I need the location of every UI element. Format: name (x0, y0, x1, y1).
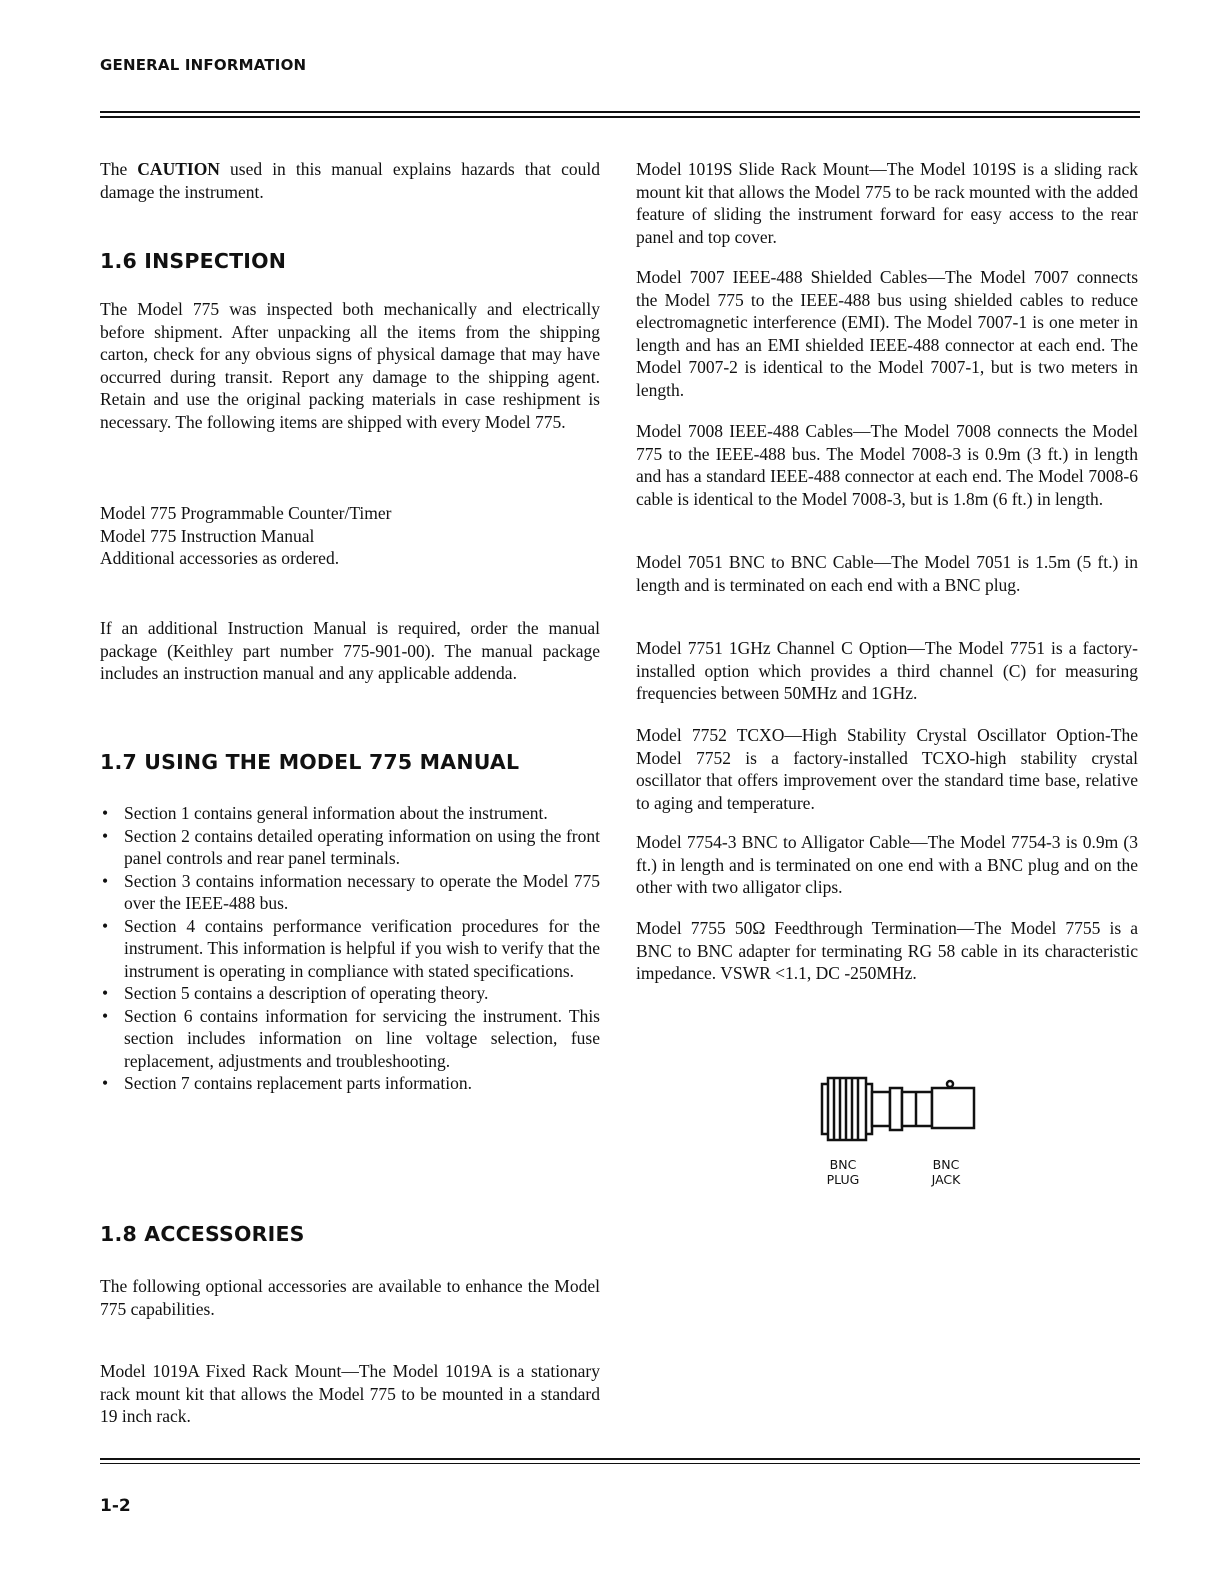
accessory-7755-paragraph: Model 7755 50Ω Feedthrough Termination—The Model 7755 is a BNC to BNC adapter for terminating RG 58 cable in its characteristic impedance. VSWR <1.1, DC -250MHz. (636, 918, 1138, 983)
accessory-1019a-paragraph: Model 1019A Fixed Rack Mount—The Model 1019A is a stationary rack mount kit that allows the Model 775 to be mounted in a standard 19 inch rack. (100, 1361, 600, 1426)
header-rule-secondary (100, 116, 1140, 118)
accessory-7007-paragraph: Model 7007 IEEE-488 Shielded Cables—The Model 7007 connects the Model 775 to the IEEE-488 bus using shielded cables to reduce electromagnetic interference (EMI). The Model 7007-1 is one meter in length and has an EMI shielded IEEE-488 connector at each end. The Model 7007-2 is identical to the Model 7007-1, but is two meters in length. (636, 267, 1138, 400)
accessory-1019s-paragraph: Model 1019S Slide Rack Mount—The Model 1019S is a sliding rack mount kit that allows the Model 775 to be rack mounted with the added feature of sliding the instrument forward for easy access to the rear panel and top cover. (636, 159, 1138, 247)
accessory-7754-paragraph: Model 7754-3 BNC to Alligator Cable—The Model 7754-3 is 0.9m (3 ft.) in length and is terminated on one end with a BNC plug and on the other with two alligator clips. (636, 832, 1138, 897)
bnc-jack-label: BNC JACK (931, 1157, 961, 1187)
bnc-adapter-figure (818, 1070, 978, 1150)
footer-rule (100, 1458, 1140, 1460)
list-item: • Section 4 contains performance verification procedures for the instrument. This information is helpful if you wish to verify that the instrument is operating in compliance with stated specifications. (100, 915, 600, 983)
list-item: • Section 2 contains detailed operating information on using the front panel controls and rear panel terminals. (100, 825, 600, 870)
inspection-paragraph: The Model 775 was inspected both mechanically and electrically before shipment. After unpacking all the items from the shipping carton, check for any obvious signs of physical damage that may have occurred during transit. Report any damage to the shipping agent. Retain and use the original packing materials in case reshipment is necessary. The following items are shipped with every Model 775. (100, 299, 600, 432)
section-overview-list (100, 802, 600, 1095)
accessory-7051-paragraph: Model 7051 BNC to BNC Cable—The Model 7051 is 1.5m (5 ft.) in length and is terminated on each end with a BNC plug. (636, 552, 1138, 595)
caution-term: CAUTION (137, 159, 220, 179)
list-item: • Section 7 contains replacement parts information. (100, 1072, 600, 1095)
bnc-adapter-illustration (818, 1070, 978, 1150)
header-rule (100, 111, 1140, 113)
accessory-7008-paragraph: Model 7008 IEEE-488 Cables—The Model 7008 connects the Model 775 to the IEEE-488 bus. The Model 7008-3 is 0.9m (3 ft.) in length and has a standard IEEE-488 connector at each end. The Model 7008-6 cable is identical to the Model 7008-3, but is 1.8m (6 ft.) in length. (636, 421, 1138, 509)
shipped-item: Additional accessories as ordered. (100, 548, 340, 568)
section-heading-using-manual: 1.7 USING THE MODEL 775 MANUAL (100, 750, 520, 774)
list-item: • Section 6 contains information for servicing the instrument. This section includes information on line voltage selection, fuse replacement, adjustments and troubleshooting. (100, 1005, 600, 1073)
section-heading-inspection: 1.6 INSPECTION (100, 249, 287, 273)
shipped-items-list (100, 502, 600, 570)
shipped-item: Model 775 Programmable Counter/Timer (100, 503, 392, 523)
section-heading-accessories: 1.8 ACCESSORIES (100, 1222, 305, 1246)
footer-rule-secondary (100, 1463, 1140, 1464)
page-number: 1-2 (100, 1496, 131, 1516)
list-item: • Section 3 contains information necessary to operate the Model 775 over the IEEE-488 bus. (100, 870, 600, 915)
manual-order-paragraph: If an additional Instruction Manual is required, order the manual package (Keithley part number 775-901-00). The manual package includes an instruction manual and any applicable addenda. (100, 618, 600, 683)
accessory-7752-paragraph: Model 7752 TCXO—High Stability Crystal Oscillator Option-The Model 7752 is a factory-installed TCXO-high stability crystal oscillator that offers improvement over the standard time base, relative to aging and temperature. (636, 725, 1138, 813)
shipped-item: Model 775 Instruction Manual (100, 525, 315, 546)
accessory-7751-paragraph: Model 7751 1GHz Channel C Option—The Model 7751 is a factory-installed option which provides a third channel (C) for measuring frequencies between 50MHz and 1GHz. (636, 638, 1138, 703)
list-item: • Section 1 contains general information about the instrument. (100, 802, 600, 825)
list-item: • Section 5 contains a description of operating theory. (100, 982, 600, 1005)
running-header: GENERAL INFORMATION (100, 56, 307, 74)
accessories-intro-paragraph: The following optional accessories are available to enhance the Model 775 capabilities. (100, 1276, 600, 1319)
caution-paragraph: The CAUTION used in this manual explains hazards that could damage the instrument. (100, 159, 600, 202)
bnc-plug-label: BNC PLUG (826, 1157, 860, 1187)
